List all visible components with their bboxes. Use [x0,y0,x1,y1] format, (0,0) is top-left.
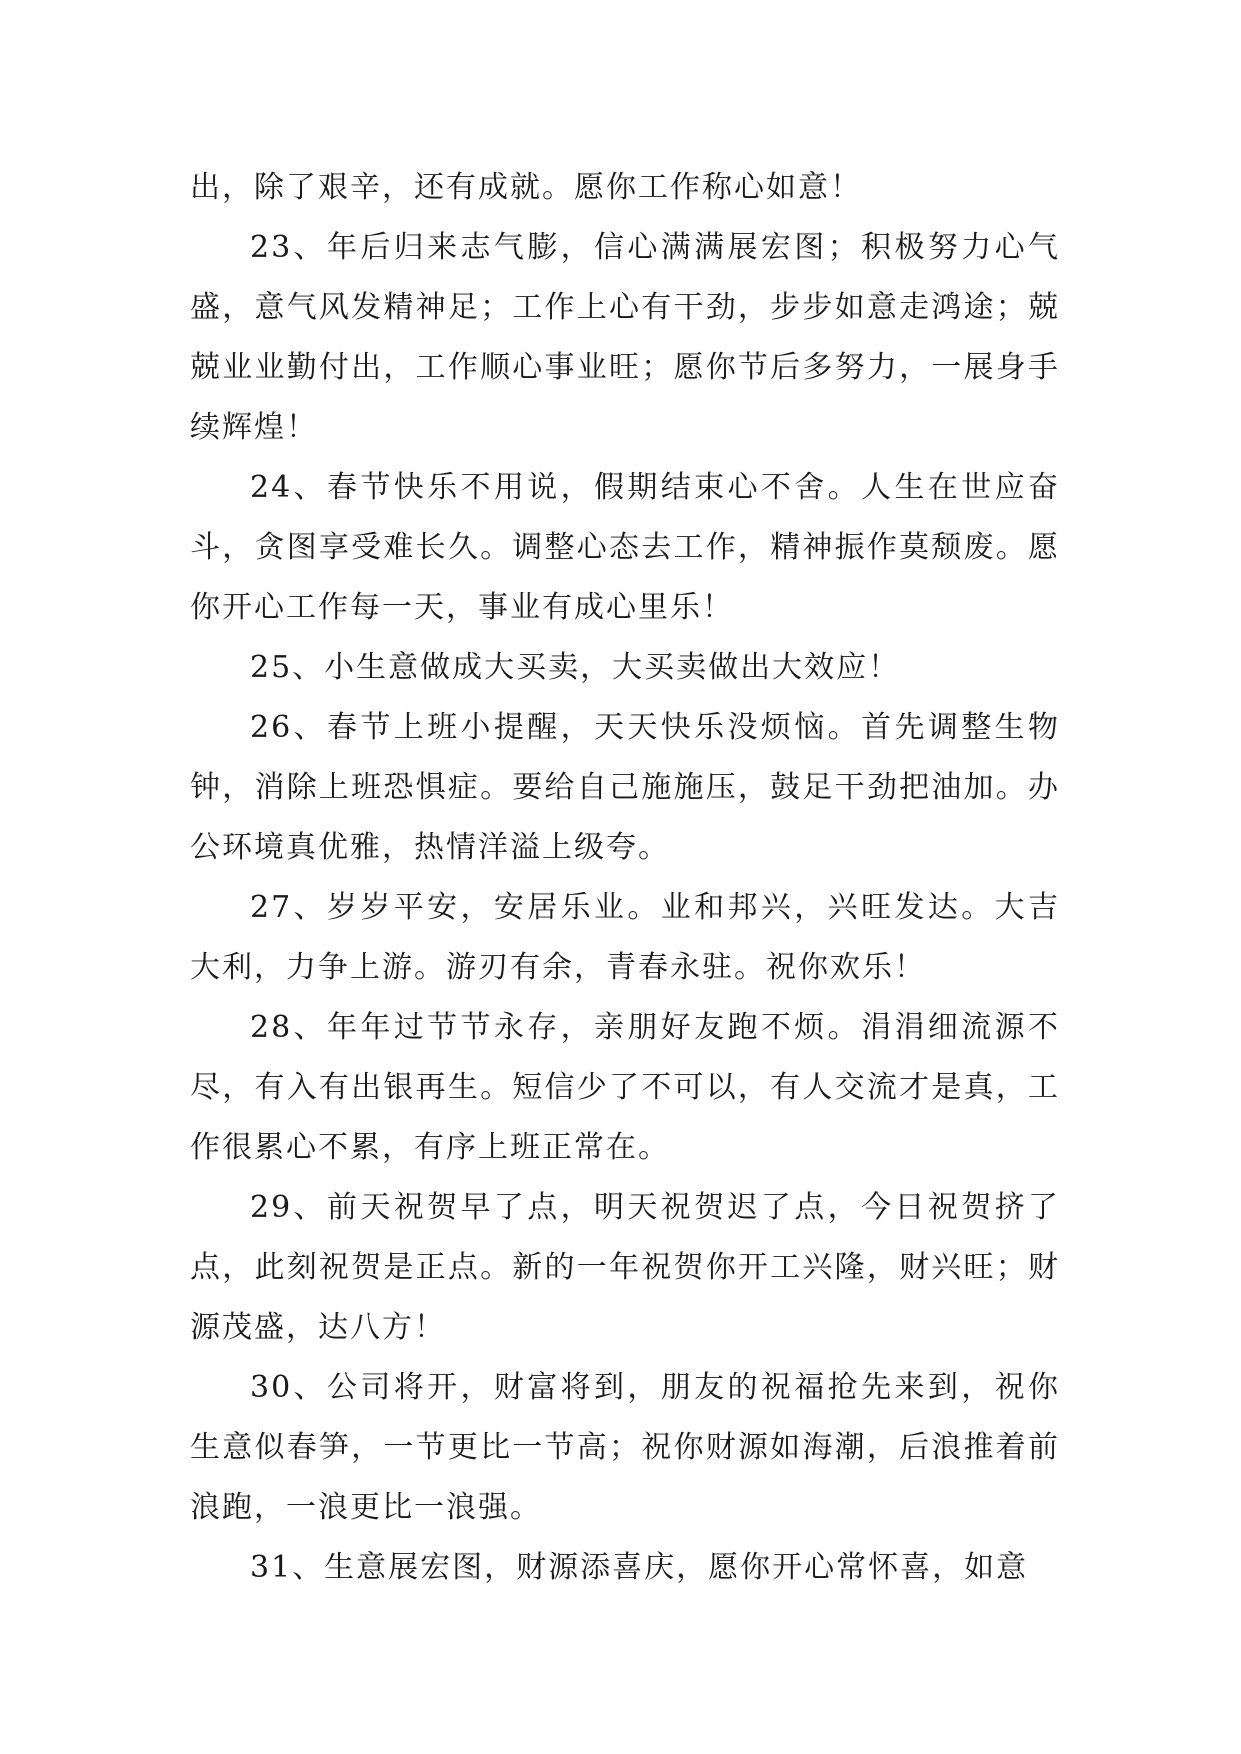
paragraph-26: 26、春节上班小提醒，天天快乐没烦恼。首先调整生物钟，消除上班恐惧症。要给自己施施压，鼓足干劲把油加。办公环境真优雅，热情洋溢上级夸。 [190,710,1060,865]
paragraph-1: 出，除了艰辛，还有成就。愿你工作称心如意！ [190,170,862,205]
paragraph-23: 23、年后归来志气膨，信心满满展宏图；积极努力心气盛，意气风发精神足；工作上心有干劲，步步如意走鸿途；兢兢业业勤付出，工作顺心事业旺；愿你节后多努力，一展身手续辉煌！ [190,230,1060,445]
paragraph-28: 28、年年过节节永存，亲朋好友跑不烦。涓涓细流源不尽，有入有出银再生。短信少了不可以，有人交流才是真，工作很累心不累，有序上班正常在。 [190,1010,1060,1165]
document-body [190,158,1060,1598]
paragraph-30: 30、公司将开，财富将到，朋友的祝福抢先来到，祝你生意似春笋，一节更比一节高；祝你财源如海潮，后浪推着前浪跑，一浪更比一浪强。 [190,1370,1060,1525]
paragraph-24: 24、春节快乐不用说，假期结束心不舍。人生在世应奋斗，贪图享受难长久。调整心态去工作，精神振作莫颓废。愿你开心工作每一天，事业有成心里乐！ [190,470,1060,625]
paragraph-25: 25、小生意做成大买卖，大买卖做出大效应！ [250,650,901,685]
paragraph-27: 27、岁岁平安，安居乐业。业和邦兴，兴旺发达。大吉大利，力争上游。游刃有余，青春永驻。祝你欢乐！ [190,890,1060,985]
paragraph-31: 31、生意展宏图，财源添喜庆，愿你开心常怀喜，如意 [250,1550,1029,1585]
paragraph-29: 29、前天祝贺早了点，明天祝贺迟了点，今日祝贺挤了点，此刻祝贺是正点。新的一年祝贺你开工兴隆，财兴旺；财源茂盛，达八方！ [190,1190,1060,1345]
